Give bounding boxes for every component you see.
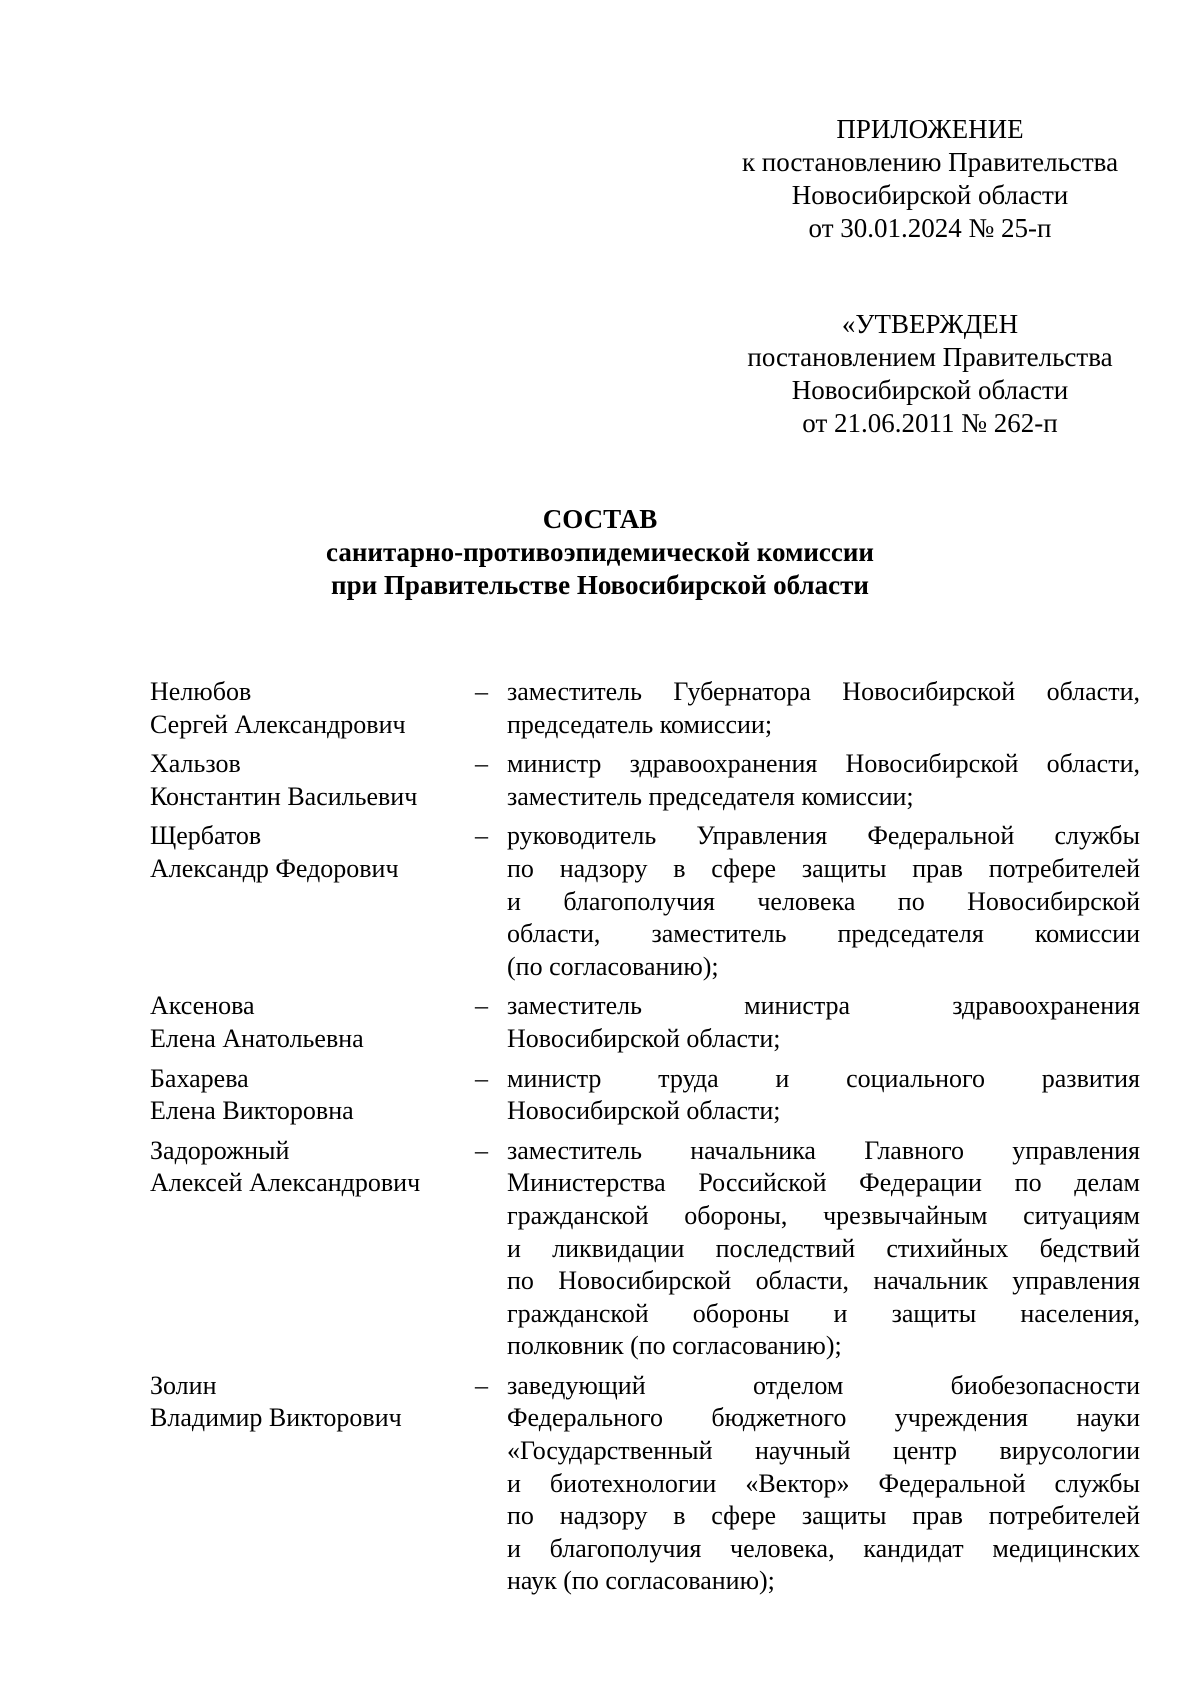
member-role — [507, 748, 1140, 813]
member-role-line: области, заместитель председателя комиссии — [507, 919, 1140, 949]
member-row — [150, 820, 1140, 983]
member-dash: – — [475, 1370, 488, 1400]
member-row — [150, 1135, 1140, 1363]
member-surname: Хальзов — [150, 749, 241, 779]
member-role-line: гражданской обороны и защиты населения, — [507, 1298, 1140, 1328]
appendix-line: к постановлению Правительства — [741, 147, 1119, 177]
document-heading — [0, 503, 1200, 602]
member-role-line: заместитель министра здравоохранения — [507, 991, 1140, 1021]
member-role-line: председатель комиссии; — [507, 709, 773, 739]
member-role — [507, 1370, 1140, 1598]
member-dash: – — [475, 1063, 488, 1093]
member-row — [150, 1370, 1140, 1598]
member-given-names: Сергей Александрович — [150, 709, 406, 739]
member-name — [150, 1135, 475, 1363]
member-role-line: Новосибирской области; — [507, 1096, 781, 1126]
member-surname: Золин — [150, 1370, 217, 1400]
member-given-names: Александр Федорович — [150, 853, 399, 883]
approval-line: постановлением Правительства — [747, 342, 1113, 372]
member-role-line: и благополучия человека по Новосибирской — [507, 886, 1140, 916]
member-surname: Щербатов — [150, 821, 262, 851]
member-given-names: Владимир Викторович — [150, 1403, 402, 1433]
member-role — [507, 990, 1140, 1055]
member-role-line: заведующий отделом биобезопасности — [507, 1370, 1140, 1400]
member-role-line: гражданской обороны, чрезвычайным ситуациям — [507, 1200, 1140, 1230]
member-name — [150, 820, 475, 983]
member-row — [150, 748, 1140, 813]
member-dash: – — [475, 821, 488, 851]
members-list — [150, 676, 1140, 1605]
heading-title: СОСТАВ — [542, 504, 658, 534]
member-row — [150, 990, 1140, 1055]
member-role-line: и благополучия человека, кандидат медицинских — [507, 1533, 1140, 1563]
member-role-line: Федерального бюджетного учреждения науки — [507, 1403, 1140, 1433]
appendix-line: Новосибирской области — [791, 180, 1069, 210]
member-name — [150, 990, 475, 1055]
member-role-line: наук (по согласованию); — [507, 1566, 775, 1596]
member-name — [150, 1370, 475, 1598]
member-role-line: и биотехнологии «Вектор» Федеральной службы — [507, 1468, 1140, 1498]
member-name — [150, 1063, 475, 1128]
member-role-line: министр здравоохранения Новосибирской области, — [507, 749, 1140, 779]
member-surname: Аксенова — [150, 991, 255, 1021]
member-name — [150, 676, 475, 741]
approval-line: Новосибирской области — [791, 375, 1069, 405]
member-surname: Задорожный — [150, 1135, 290, 1165]
member-role-line: заместитель председателя комиссии; — [507, 781, 914, 811]
member-row — [150, 676, 1140, 741]
approval-title: «УТВЕРЖДЕН — [841, 309, 1019, 339]
member-given-names: Елена Викторовна — [150, 1096, 354, 1126]
member-dash: – — [475, 1135, 488, 1165]
heading-line: при Правительстве Новосибирской области — [331, 570, 869, 600]
member-role-line: руководитель Управления Федеральной службы — [507, 821, 1140, 851]
appendix-title: ПРИЛОЖЕНИЕ — [836, 114, 1024, 144]
member-row — [150, 1063, 1140, 1128]
member-role — [507, 676, 1140, 741]
member-dash: – — [475, 677, 488, 706]
member-surname: Бахарева — [150, 1063, 249, 1093]
member-given-names: Константин Васильевич — [150, 781, 418, 811]
member-role-line: Новосибирской области; — [507, 1023, 781, 1053]
member-role-line: заместитель Губернатора Новосибирской области, — [507, 677, 1140, 706]
member-role-line: «Государственный научный центр вирусологии — [507, 1436, 1140, 1466]
member-role-line: и ликвидации последствий стихийных бедствий — [507, 1233, 1140, 1263]
heading-line: санитарно-противоэпидемической комиссии — [326, 537, 874, 567]
appendix-date-number: от 30.01.2024 № 25-п — [808, 213, 1052, 243]
member-role-line: по надзору в сфере защиты прав потребителей — [507, 1501, 1140, 1531]
member-given-names: Елена Анатольевна — [150, 1023, 364, 1053]
member-role-line: (по согласованию); — [507, 951, 719, 981]
member-role-line: по надзору в сфере защиты прав потребителей — [507, 853, 1140, 883]
member-role-line: Министерства Российской Федерации по делам — [507, 1168, 1140, 1198]
member-name — [150, 748, 475, 813]
approval-date-number: от 21.06.2011 № 262-п — [802, 408, 1058, 438]
member-dash: – — [475, 749, 488, 779]
member-surname: Нелюбов — [150, 677, 252, 706]
member-dash: – — [475, 991, 488, 1021]
member-role-line: по Новосибирской области, начальник управления — [507, 1266, 1140, 1296]
member-role — [507, 820, 1140, 983]
appendix-block — [720, 113, 1140, 245]
member-role-line: заместитель начальника Главного управления — [507, 1135, 1140, 1165]
approval-block — [720, 308, 1140, 440]
member-role-line: полковник (по согласованию); — [507, 1331, 842, 1361]
member-role-line: министр труда и социального развития — [507, 1063, 1140, 1093]
member-role — [507, 1135, 1140, 1363]
member-given-names: Алексей Александрович — [150, 1168, 421, 1198]
member-role — [507, 1063, 1140, 1128]
